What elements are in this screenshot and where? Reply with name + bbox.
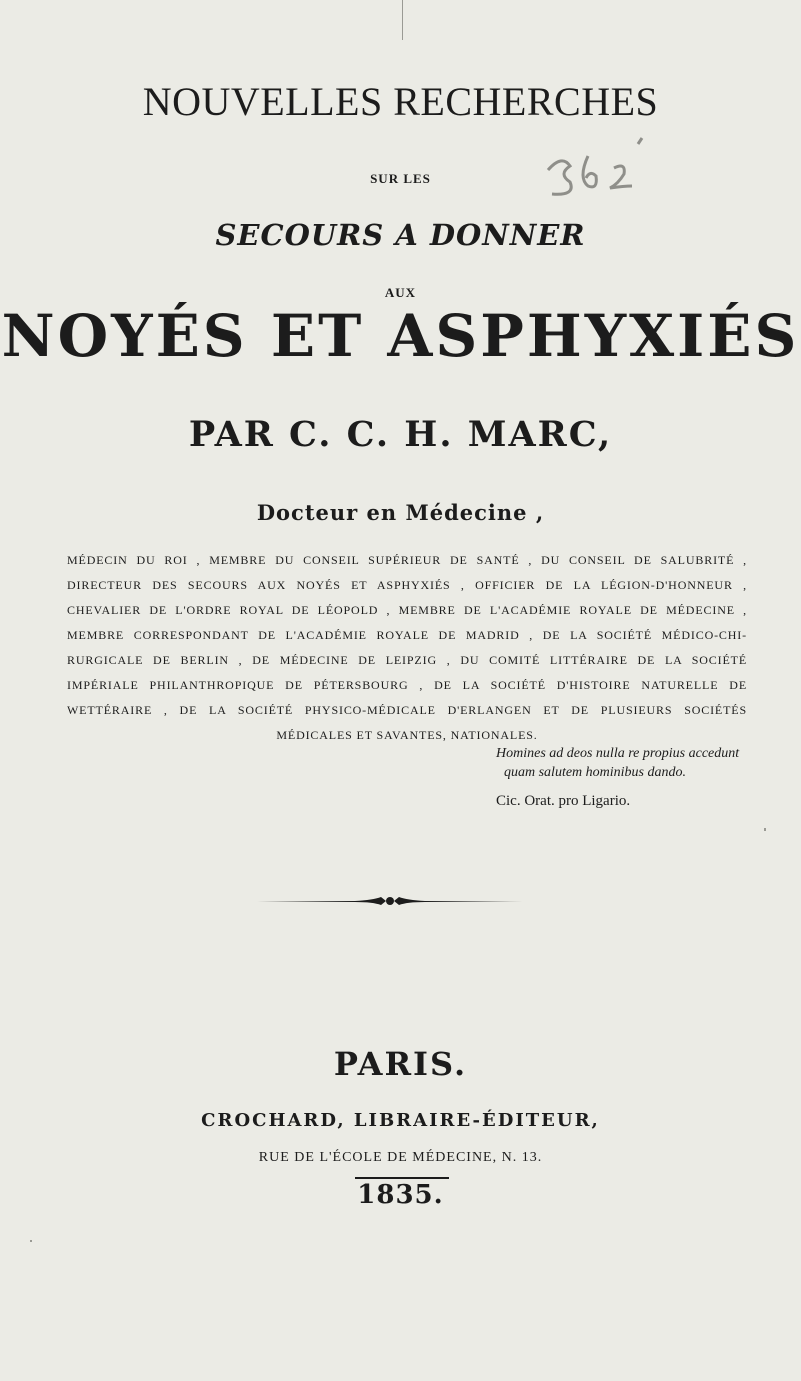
imprint-year: 1835.	[357, 1180, 444, 1210]
epigraph-source: Cic. Orat. pro Ligario.	[496, 793, 631, 809]
titles-line: MEMBRE CORRESPONDANT DE L'ACADÉMIE ROYALE DE MADRID , DE LA SOCIÉTÉ MÉDICO-CHI-	[67, 628, 747, 642]
author-degree: Docteur en Médecine ,	[256, 500, 545, 525]
author-name: PAR C. C. H. MARC,	[188, 414, 613, 455]
titles-line: IMPÉRIALE PHILANTHROPIQUE DE PÉTERSBOURG , DE LA SOCIÉTÉ D'HISTOIRE NATURELLE DE	[67, 678, 747, 692]
titles-line: CHEVALIER DE L'ORDRE ROYAL DE LÉOPOLD , MEMBRE DE L'ACADÉMIE ROYALE DE MÉDECINE ,	[67, 603, 747, 617]
titles-line: MÉDECIN DU ROI , MEMBRE DU CONSEIL SUPÉRIEUR DE SANTÉ , DU CONSEIL DE SALUBRITÉ ,	[67, 553, 747, 567]
handwritten-shelf-mark	[540, 130, 650, 210]
subtitle-secours: SECOURS A DONNER	[215, 218, 586, 252]
titles-line: MÉDICALES ET SAVANTES, NATIONALES.	[276, 728, 538, 742]
imprint-publisher: CROCHARD, LIBRAIRE-ÉDITEUR,	[201, 1110, 600, 1131]
page-speck	[764, 828, 766, 831]
ornamental-divider	[255, 894, 525, 908]
title-line-2: NOYÉS ET ASPHYXIÉS	[1, 302, 800, 370]
page-speck	[30, 1240, 32, 1242]
epigraph-line: Homines ad deos nulla re propius accedunt	[496, 746, 740, 761]
epigraph	[496, 744, 796, 782]
page-crease-mark	[402, 0, 403, 40]
titles-line: WETTÉRAIRE , DE LA SOCIÉTÉ PHYSICO-MÉDICALE D'ERLANGEN ET DE PLUSIEURS SOCIÉTÉS	[67, 703, 747, 717]
title-line-1: NOUVELLES RECHERCHES	[142, 79, 659, 124]
subtitle-aux: AUX	[384, 285, 417, 300]
subtitle-sur-les: SUR LES	[370, 171, 431, 186]
titles-line: RURGICALE DE BERLIN , DE MÉDECINE DE LEIPZIG , DU COMITÉ LITTÉRAIRE DE LA SOCIÉTÉ	[67, 653, 747, 667]
imprint-city: PARIS.	[333, 1045, 468, 1083]
author-titles	[67, 548, 747, 748]
imprint-address: RUE DE L'ÉCOLE DE MÉDECINE, N. 13.	[258, 1150, 543, 1165]
epigraph-line: quam salutem hominibus dando.	[504, 765, 686, 780]
titles-line: DIRECTEUR DES SECOURS AUX NOYÉS ET ASPHYXIÉS , OFFICIER DE LA LÉGION-D'HONNEUR ,	[67, 578, 747, 592]
year-rule	[355, 1177, 449, 1179]
